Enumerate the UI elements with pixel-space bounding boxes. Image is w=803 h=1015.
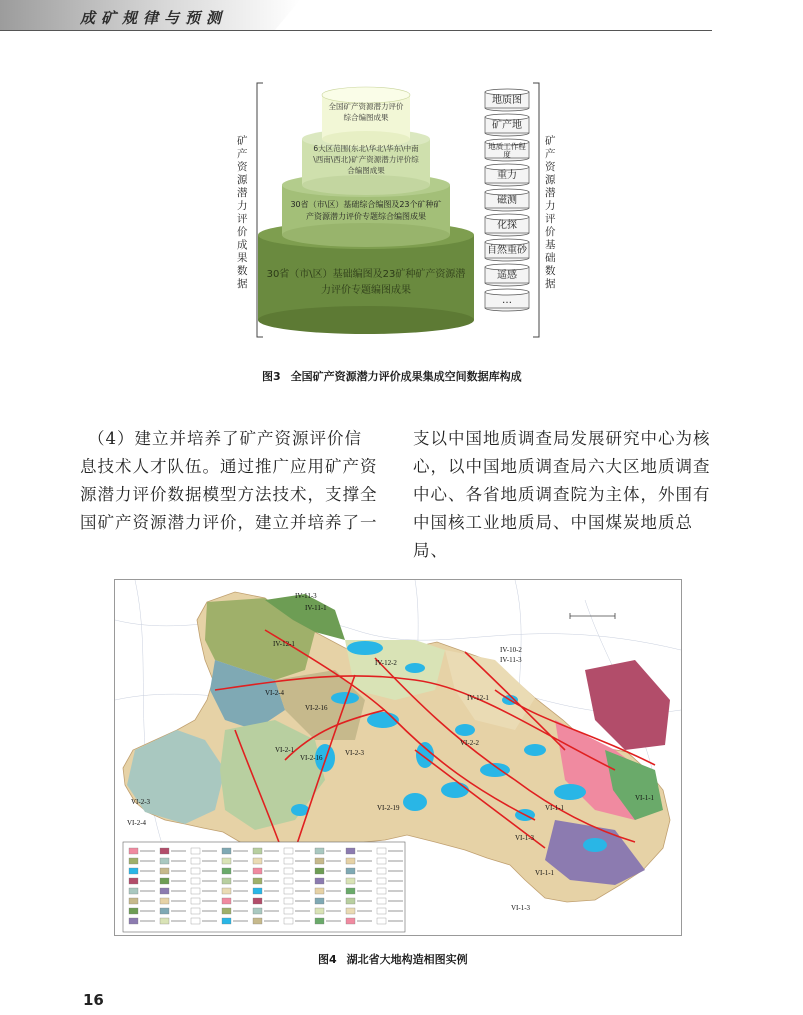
- legend-swatch: [315, 918, 324, 924]
- legend-swatch: [315, 868, 324, 874]
- legend-swatch: [377, 918, 386, 924]
- legend-swatch: [222, 848, 231, 854]
- legend-swatch: [315, 878, 324, 884]
- map-unit-label: IV-11-3: [500, 656, 522, 664]
- text-line: 支以中国地质调查局发展研究中心为核: [413, 429, 711, 448]
- map-unit-label: VI-2-3: [345, 749, 365, 757]
- legend-swatch: [377, 898, 386, 904]
- map-unit-label: IV-11-3: [295, 592, 317, 600]
- legend-swatch: [377, 858, 386, 864]
- legend-swatch: [129, 918, 138, 924]
- legend-swatch: [346, 888, 355, 894]
- text-line: 中心、各省地质调查院为主体，外围有: [413, 485, 711, 504]
- right-bracket: [533, 83, 539, 337]
- legend-swatch: [377, 848, 386, 854]
- legend-swatch: [222, 908, 231, 914]
- tier-2-label: 6大区范围(东北\华北\华东\中南\西南\西北)矿产资源潜力评价综合编图成果: [313, 144, 419, 175]
- map-unit-label: IV-11-1: [305, 604, 327, 612]
- legend-swatch: [315, 848, 324, 854]
- tier-1-label: 全国矿产资源潜力评价综合编图成果: [328, 102, 404, 122]
- map-unit-label: IV-12-1: [467, 694, 489, 702]
- tier-4-label: 30省（市\区）基础编图及23矿种矿产资源潜力评价专题编图成果: [266, 269, 466, 296]
- base-data-label: 化探: [497, 220, 517, 231]
- figure-4-caption-text: 湖北省大地构造相图实例: [346, 953, 468, 966]
- map-unit-label: IV-12-1: [273, 640, 295, 648]
- base-data-label: …: [502, 295, 512, 306]
- legend-swatch: [253, 908, 262, 914]
- running-head-title: 成矿规律与预测: [80, 9, 228, 27]
- page-number: 16: [83, 991, 104, 1009]
- legend-swatch: [222, 888, 231, 894]
- right-side-label: 矿产资源潜力评价基础数据: [545, 135, 556, 290]
- map-unit-label: VI-2-2: [460, 739, 480, 747]
- page-header: [0, 0, 803, 30]
- legend-swatch: [377, 878, 386, 884]
- header-rule: [0, 30, 712, 31]
- paragraph-right-column: [413, 425, 718, 565]
- legend-swatch: [222, 858, 231, 864]
- legend-swatch: [129, 868, 138, 874]
- legend-swatch: [129, 888, 138, 894]
- legend-swatch: [129, 898, 138, 904]
- legend-swatch: [191, 918, 200, 924]
- legend-swatch: [284, 868, 293, 874]
- legend-swatch: [346, 878, 355, 884]
- figure-3-caption: [262, 368, 522, 384]
- legend-swatch: [191, 888, 200, 894]
- legend-swatch: [253, 888, 262, 894]
- legend-swatch: [346, 918, 355, 924]
- base-data-label: 遥感: [497, 270, 517, 281]
- base-data-label: 地质工作程度: [488, 142, 526, 159]
- legend-swatch: [129, 878, 138, 884]
- figure-4-tectonic-map: [114, 579, 682, 936]
- legend-swatch: [222, 878, 231, 884]
- figure-4-caption: [318, 951, 468, 967]
- text-line: 中国核工业地质局、中国煤炭地质总局、: [413, 513, 693, 560]
- legend-swatch: [160, 858, 169, 864]
- map-unit-label: VI-2-16: [300, 754, 323, 762]
- legend-swatch: [160, 888, 169, 894]
- text-line: 国矿产资源潜力评价，建立并培养了一: [80, 513, 378, 532]
- legend-swatch: [346, 908, 355, 914]
- legend-swatch: [253, 858, 262, 864]
- legend-swatch: [191, 858, 200, 864]
- map-unit-label: VI-1-1: [545, 804, 565, 812]
- legend-swatch: [284, 898, 293, 904]
- legend-swatch: [377, 888, 386, 894]
- legend-swatch: [284, 918, 293, 924]
- map-unit-label: IV-10-2: [500, 646, 522, 654]
- legend-swatch: [129, 858, 138, 864]
- base-data-label: 地质图: [492, 95, 522, 106]
- legend-swatch: [253, 918, 262, 924]
- legend-swatch: [129, 908, 138, 914]
- paragraph-left-column: [80, 425, 385, 537]
- base-data-label: 自然重砂: [487, 245, 527, 256]
- legend-swatch: [346, 868, 355, 874]
- legend-swatch: [222, 918, 231, 924]
- legend-swatch: [284, 878, 293, 884]
- base-data-label: 磁测: [497, 195, 517, 206]
- legend-swatch: [253, 898, 262, 904]
- left-side-label: 矿产资源潜力评价成果数据: [237, 135, 248, 290]
- legend-swatch: [253, 868, 262, 874]
- legend-swatch: [377, 908, 386, 914]
- legend-swatch: [160, 878, 169, 884]
- legend-swatch: [160, 908, 169, 914]
- map-scale: [570, 613, 615, 619]
- legend-swatch: [160, 918, 169, 924]
- map-unit-label: IV-12-2: [375, 659, 397, 667]
- base-data-label: 矿产地: [492, 120, 522, 131]
- map-unit-label: VI-2-16: [305, 704, 328, 712]
- map-unit-label: VI-1-1: [635, 794, 655, 802]
- map-unit-label: VI-2-1: [275, 746, 295, 754]
- legend-swatch: [315, 858, 324, 864]
- base-data-label: 重力: [497, 170, 517, 181]
- legend-swatch: [346, 848, 355, 854]
- legend-swatch: [284, 908, 293, 914]
- legend-swatch: [191, 908, 200, 914]
- legend-swatch: [160, 848, 169, 854]
- figure-3-caption-number: 图3: [262, 370, 281, 383]
- legend-swatch: [284, 848, 293, 854]
- figure-3-database-pyramid: [235, 75, 575, 360]
- map-legend: [123, 842, 405, 932]
- map-unit-label: VI-2-4: [127, 819, 147, 827]
- legend-swatch: [129, 848, 138, 854]
- map-unit-label: VI-2-3: [131, 798, 151, 806]
- map-unit-label: VI-1-3: [515, 834, 535, 842]
- legend-swatch: [253, 878, 262, 884]
- map-unit-label: VI-2-4: [265, 689, 285, 697]
- legend-swatch: [284, 888, 293, 894]
- text-line: 息技术人才队伍。通过推广应用矿产资: [80, 457, 378, 476]
- text-line: 源潜力评价数据模型方法技术，支撑全: [80, 485, 378, 504]
- legend-swatch: [160, 898, 169, 904]
- legend-swatch: [191, 848, 200, 854]
- tier-3-label: 30省（市\区）基础综合编图及23个矿种矿产资源潜力评价专题综合编图成果: [290, 200, 442, 221]
- legend-swatch: [191, 898, 200, 904]
- figure-3-caption-text: 全国矿产资源潜力评价成果集成空间数据库构成: [290, 370, 522, 383]
- legend-swatch: [191, 868, 200, 874]
- legend-swatch: [253, 848, 262, 854]
- map-graphic: [115, 580, 681, 935]
- legend-swatch: [222, 898, 231, 904]
- legend-swatch: [222, 868, 231, 874]
- figure-4-caption-number: 图4: [318, 953, 337, 966]
- map-unit-label: VI-1-3: [511, 904, 531, 912]
- legend-swatch: [315, 908, 324, 914]
- legend-swatch: [377, 868, 386, 874]
- legend-swatch: [160, 868, 169, 874]
- map-unit-label: VI-2-19: [377, 804, 400, 812]
- legend-swatch: [191, 878, 200, 884]
- legend-swatch: [315, 888, 324, 894]
- legend-swatch: [284, 858, 293, 864]
- legend-swatch: [346, 858, 355, 864]
- text-line: 心，以中国地质调查局六大区地质调查: [413, 457, 711, 476]
- map-unit-label: VI-1-1: [535, 869, 555, 877]
- legend-swatch: [346, 898, 355, 904]
- text-line: （4）建立并培养了矿产资源评价信: [88, 429, 362, 448]
- legend-swatch: [315, 898, 324, 904]
